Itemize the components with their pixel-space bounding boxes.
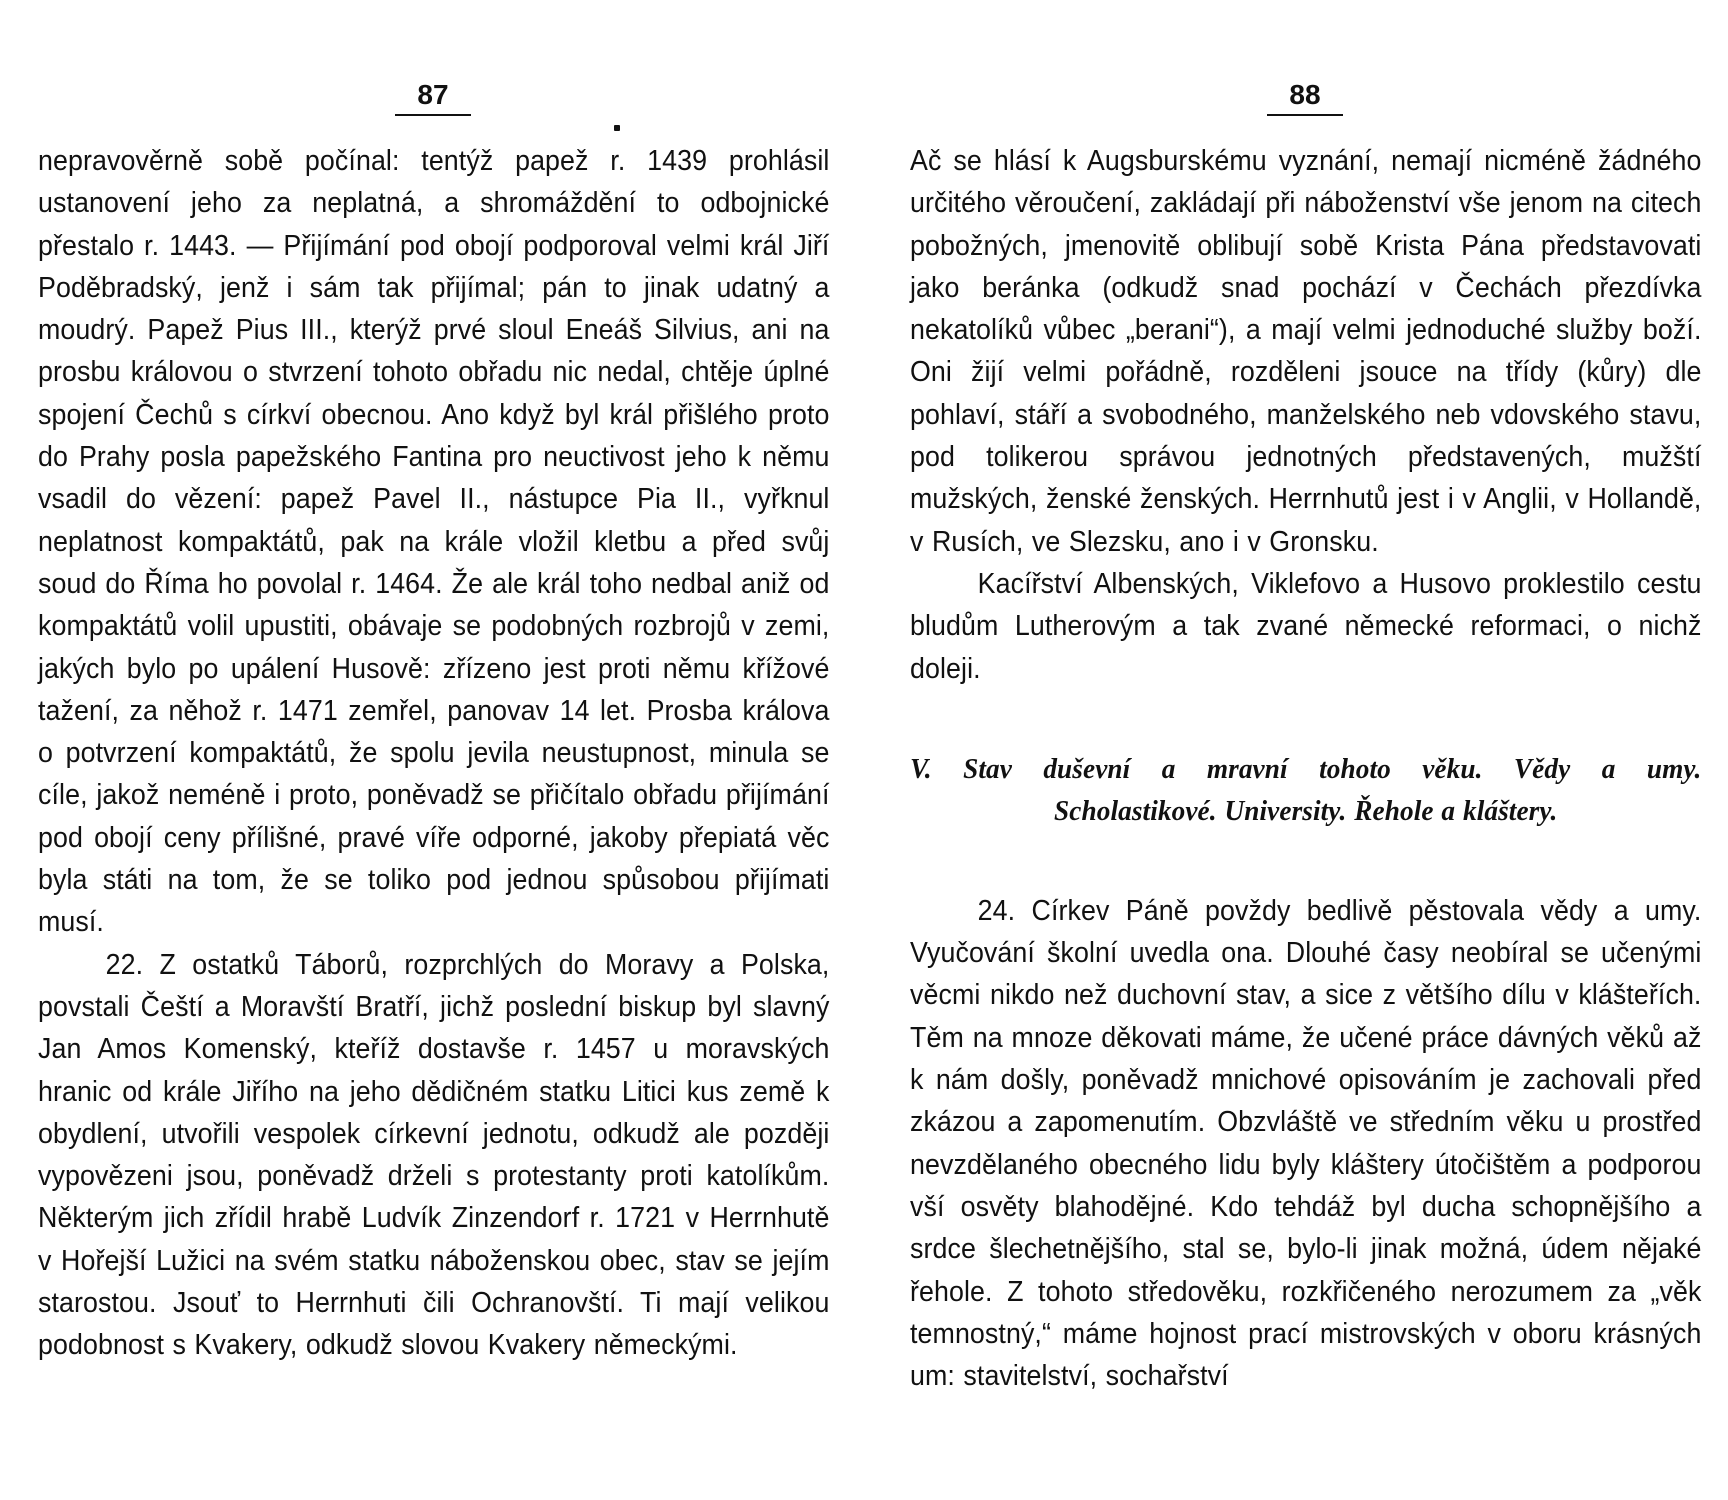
section-heading-line-1: V. Stav duševní a mravní tohoto věku. Vědy a umy. xyxy=(910,752,1702,785)
right-page-body xyxy=(910,140,1701,1397)
right-page xyxy=(910,78,1700,1397)
section-heading xyxy=(910,748,1701,832)
page-number-right xyxy=(910,78,1700,112)
paragraph: Kacířství Albenských, Viklefovo a Husovo proklestilo cestu bludům Lutherovým a tak zvané německé reformaci, o nichž doleji. xyxy=(910,567,1702,685)
paragraph: Ač se hlásí k Augsburskému vyznání, nemají nicméně žádného určitého věroučení, zakládají při náboženství vše jenom na citech pobožných, jmenovitě oblibují sobě Krista Pána představovati jako beránka (odkudž snad pochází v Čechách přezdívka nekatolíků vůbec „berani“), a mají velmi jednoduché služby boží. Oni žijí velmi pořádně, rozděleni jsouce na třídy (kůry) dle pohlaví, stáří a svobodného, manželského neb vdovského stavu, pod tolikerou správou jednotných představených, mužští mužských, ženské ženských. Herrnhutů jest i v Anglii, v Hollandě, v Rusích, ve Slezsku, ano i v Gronsku. xyxy=(910,145,1702,558)
paragraph: 22. Z ostatků Táborů, rozprchlých do Moravy a Polska, povstali Čeští a Moravští Bratří, jichž poslední biskup byl slavný Jan Amos Komenský, kteříž dostavše r. 1457 u moravských hranic od krále Jiřího na jeho dědičném statku Litici kus země k obydlení, utvořili vespolek církevní jednotu, odkudž ale později vypovězeni jsou, poněvadž drželi s protestanty proti katolíkům. Některým jich zřídil hrabě Ludvík Zinzendorf r. 1721 v Herrnhutě v Hořejší Lužici na svém statku náboženskou obec, stav se jejím starostou. Jsouť to Herrnhuti čili Ochranovští. Ti mají velikou podobnost s Kvakery, odkudž slovou Kvakery německými. xyxy=(38,948,830,1362)
page-number-left-text: 87 xyxy=(395,78,470,116)
section-heading-line-2: Scholastikové. University. Řehole a kláštery. xyxy=(1054,794,1558,827)
left-page-body xyxy=(38,140,829,1367)
paragraph: nepravověrně sobě počínal: tentýž papež r. 1439 prohlásil ustanovení jeho za neplatná, a shromáždění to odbojnické přestalo r. 1443. — Přijímání pod obojí podporoval velmi král Jiří Poděbradský, jenž i sám tak přijímal; pán to jinak udatný a moudrý. Papež Pius III., kterýž prvé sloul Eneáš Silvius, ani na prosbu královou o stvrzení tohoto obřadu nic nedal, chtěje úplné spojení Čechů s církví obecnou. Ano když byl král přišlého proto do Prahy posla papežského Fantina pro neuctivost jeho k němu vsadil do vězení: papež Pavel II., nástupce Pia II., vyřknul neplatnost kompaktátů, pak na krále vložil kletbu a před svůj soud do Říma ho povolal r. 1464. Že ale král toho nedbal aniž od kompaktátů volil upustiti, obávaje se podobných rozbrojů v zemi, jakých bylo po upálení Husově: zřízeno jest proti němu křížové tažení, za něhož r. 1471 zemřel, panovav 14 let. Prosba králova o potvrzení kompaktátů, že spolu jevila neustupnost, minula se cíle, jakož neméně i proto, poněvadž se přičítalo obřadu přijímání pod obojí ceny přílišné, pravé víře odporné, jakoby přepiatá věc byla státi na tom, že se toliko pod jednou spůsobou přijímati musí. xyxy=(38,145,830,939)
page-number-left xyxy=(38,78,828,112)
left-page xyxy=(38,78,828,1367)
page-number-right-text: 88 xyxy=(1267,78,1342,116)
paragraph: 24. Církev Páně povždy bedlivě pěstovala vědy a umy. Vyučování školní uvedla ona. Dlouhé časy neobíral se učenými věcmi nikdo než duchovní stav, a sice z většího dílu v klášteřích. Těm na mnoze děkovati máme, že učené práce dávných věků až k nám došly, poněvadž mnichové opisováním je zachovali před zkázou a zapomenutím. Obzvláště ve středním věku u prostřed nevzdělaného obecného lidu byly kláštery útočištěm a podporou vší osvěty blahodějné. Kdo tehdáž byl ducha schopnějšího a srdce šlechetnějšího, stal se, bylo-li jinak možná, údem nějaké řehole. Z tohoto středověku, rozkřičeného nerozumem za „věk temnostný,“ máme hojnost prací mistrovských v oboru krásných um: stavitelství, sochařství xyxy=(910,894,1702,1393)
